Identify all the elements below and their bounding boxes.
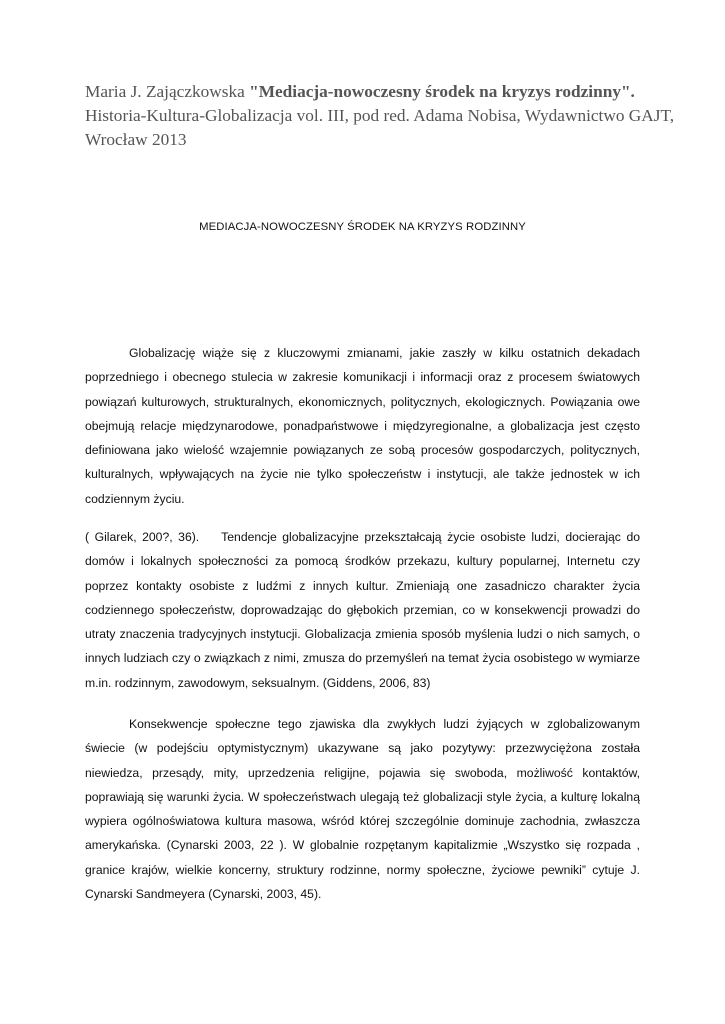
paragraph-2-reference: ( Gilarek, 200?, 36). [85, 530, 200, 544]
citation-header [85, 80, 675, 152]
citation-author: Maria J. Zajączkowska [85, 82, 250, 101]
citation-source: Historia-Kultura-Globalizacja vol. III, pod red. Adama Nobisa, Wydawnictwo GAJT, Wrocław 2013 [85, 106, 675, 149]
paragraph-1: Globalizację wiąże się z kluczowymi zmianami, jakie zaszły w kilku ostatnich dekadach poprzedniego i obecnego stulecia w zakresie komunikacji i informacji oraz z procesem światowych powiązań kulturowych, strukturalnych, ekonomicznych, politycznych, ekologicznych. Powiązania owe obejmują relacje międzynarodowe, ponadpaństwowe i międzyregionalne, a globalizacja jest często definiowana jako wielość wzajemnie powiązanych ze sobą procesów gospodarczych, politycznych, kulturalnych, wpływających na życie nie tylko społeczeństw i instytucji, ale także jednostek w ich codziennym życiu. [85, 346, 640, 506]
citation-title: "Mediacja-nowoczesny środek na kryzys rodzinny". [249, 82, 635, 101]
document-heading: MEDIACJA-NOWOCZESNY ŚRODEK NA KRYZYS RODZINNY [199, 221, 526, 233]
paragraph-2 [85, 525, 640, 695]
paragraph-2-text: Tendencje globalizacyjne przekształcają życie osobiste ludzi, docierając do domów i lokalnych społeczności za pomocą środków przekazu, kultury popularnej, Internetu czy poprzez kontakty osobiste z ludźmi z innych kultur. Zmieniają one zasadniczo charakter życia codziennego społeczeństw, doprowadzając do głębokich przemian, co w konsekwencji prowadzi do utraty znaczenia tradycyjnych instytucji. Globalizacja zmienia sposób myślenia ludzi o nich samych, o innych ludziach czy o związkach z nimi, zmusza do przemyśleń na temat życia osobistego w wymiarze m.in. rodzinnym, zawodowym, seksualnym. (Giddens, 2006, 83) [85, 530, 640, 690]
paragraph-3: Konsekwencje społeczne tego zjawiska dla zwykłych ludzi żyjących w zglobalizowanym świecie (w podejściu optymistycznym) ukazywane są jako pozytywy: przezwyciężona została niewiedza, przesądy, mity, uprzedzenia religijne, pojawia się swoboda, możliwość kontaktów, poprawiają się warunki życia. W społeczeństwach ulegają też globalizacji style życia, a kulturę lokalną wypiera ogólnoświatowa kultura masowa, wśród której szczególnie dominuje zachodnia, zwłaszcza amerykańska. (Cynarski 2003, 22 ). W globalnie rozpętanym kapitalizmie „Wszystko się rozpada , granice krajów, wielkie koncerny, struktury rodzinne, normy społeczne, życiowe pewniki” cytuje J. Cynarski Sandmeyera (Cynarski, 2003, 45). [85, 717, 640, 902]
